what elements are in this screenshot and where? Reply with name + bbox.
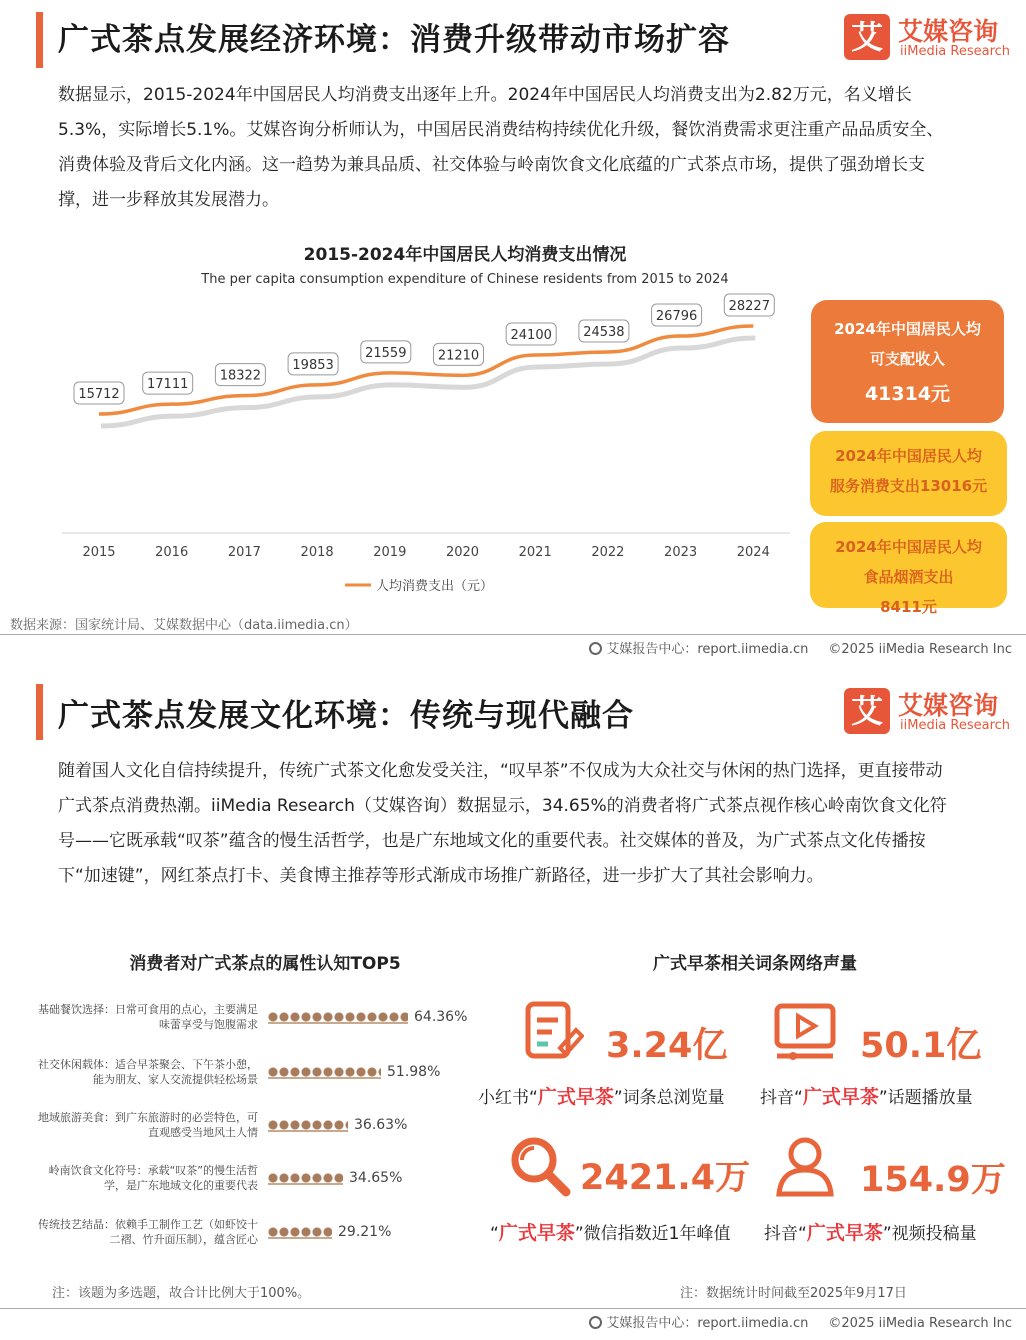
legend-label: 人均消费支出（元） [376, 579, 494, 594]
section-title: 广式茶点发展经济环境：消费升级带动市场扩容 [58, 22, 730, 58]
metric-caption-prefix: “ [490, 1224, 499, 1244]
bar-value-label: 51.98% [387, 1064, 441, 1080]
logo-chinese-name: 艾媒咨询 [898, 691, 999, 720]
x-tick-label: 2017 [227, 545, 261, 560]
bar-mark [268, 1008, 408, 1024]
data-source: 数据来源：国家统计局、艾媒数据中心（data.iimedia.cn） [10, 618, 358, 633]
metric-caption-prefix: 小红书“ [478, 1088, 538, 1108]
bar-value-label: 29.21% [338, 1224, 392, 1240]
x-tick-label: 2024 [736, 545, 770, 560]
side-box-line: 2024年中国居民人均 [835, 447, 982, 465]
metric-caption-highlight: 广式早茶 [537, 1086, 614, 1108]
bar-category-label: 基础餐饮选择：日常可食用的点心，主要满足味蕾享受与饱腹需求 [38, 1003, 258, 1031]
data-label [506, 323, 556, 345]
svg-text:28227: 28227 [728, 299, 770, 314]
metric-caption-highlight: 广式早茶 [806, 1222, 883, 1244]
svg-text:17111: 17111 [147, 377, 189, 393]
svg-text:26796: 26796 [655, 309, 698, 325]
metrics-title: 广式早茶相关词条网络声量 [653, 954, 857, 974]
consumption-line-chart [0, 290, 800, 610]
metric-value: 2421.4万 [580, 1158, 751, 1198]
side-box-line: 可支配收入 [869, 350, 945, 368]
page-footer [589, 638, 1012, 657]
footer-copyright: ©2025 iiMedia Research Inc [828, 642, 1012, 657]
footer-report-link[interactable]: 艾媒报告中心：report.iimedia.cn [606, 642, 809, 657]
x-tick-label: 2015 [82, 545, 116, 560]
data-label [434, 343, 484, 365]
metric-value: 154.9万 [860, 1160, 1006, 1200]
bar-mark [268, 1169, 343, 1185]
side-box-line: 食品烟酒支出 [863, 568, 954, 586]
culture-environment-section [0, 672, 1026, 1340]
svg-text:15712: 15712 [78, 387, 120, 402]
logo-english-name: iiMedia Research [900, 44, 1011, 59]
bar-category-label: 岭南饮食文化符号：承载“叹茶”的慢生活哲学，是广东地域文化的重要代表 [48, 1164, 258, 1192]
metric-caption-prefix: 抖音“ [764, 1224, 807, 1244]
svg-text:24100: 24100 [510, 328, 552, 344]
side-box-line: 41314元 [864, 383, 951, 405]
x-tick-label: 2020 [445, 545, 480, 560]
section-title: 广式茶点发展文化环境：传统与现代融合 [58, 698, 634, 734]
side-info-box [811, 300, 1004, 423]
bar-chart-title: 消费者对广式茶点的属性认知TOP5 [129, 954, 401, 974]
metric-caption [764, 1218, 977, 1245]
bar-value-label: 64.36% [414, 1009, 468, 1025]
x-tick-label: 2016 [155, 545, 189, 560]
title-accent-bar [36, 684, 43, 740]
economic-environment-section [0, 0, 1026, 660]
bar-category-label: 传统技艺结晶：依赖手工制作工艺（如虾饺十二褶、竹升面压制），蕴含匠心 [38, 1218, 258, 1246]
footer-copyright: ©2025 iiMedia Research Inc [828, 1316, 1012, 1331]
side-info-box [810, 522, 1007, 616]
logo-mark: 艾 [844, 688, 890, 734]
video-play-icon [773, 1000, 837, 1064]
data-label [361, 341, 411, 363]
metric-caption [760, 1082, 973, 1109]
data-label [579, 320, 629, 342]
metric-caption-suffix: ”微信指数近1年峰值 [574, 1224, 731, 1244]
svg-text:19853: 19853 [292, 357, 334, 373]
data-label [652, 304, 702, 326]
side-box-line: 2024年中国居民人均 [835, 538, 982, 556]
side-info-box [810, 431, 1007, 516]
bar-category-label: 社交休闲载体：适合早茶聚会、下午茶小憩，能为朋友、家人交流提供轻松场景 [38, 1058, 258, 1086]
footer-divider [0, 634, 1026, 635]
side-box-line: 服务消费支出13016元 [829, 477, 988, 495]
bar-value-label: 34.65% [349, 1170, 403, 1186]
metric-value: 3.24亿 [606, 1026, 728, 1066]
user-icon [773, 1134, 837, 1198]
title-accent-bar [36, 12, 43, 68]
x-tick-label: 2021 [518, 545, 552, 560]
section-paragraph: 随着国人文化自信持续提升，传统广式茶文化愈发受关注，“叹早茶”不仅成为大众社交与休闲的热门选择，更直接带动广式茶点消费热潮。iiMedia Research（艾媒咨询）数据显示，34.65%的消费者将广式茶点视作核心岭南饮食文化符号——它既承载“叹茶”蕴含的慢生活哲学，也是广东地域文化的重要代表。社交媒体的普及，为广式茶点文化传播按下“加速键”，网红茶点打卡、美食博主推荐等形式渐成市场推广新路径，进一步扩大了其社会影响力。 [58, 761, 947, 886]
globe-icon [589, 642, 602, 655]
footer-divider [0, 1308, 1026, 1309]
side-box-line: 2024年中国居民人均 [834, 320, 981, 338]
svg-text:24538: 24538 [583, 324, 625, 340]
logo-english-name: iiMedia Research [900, 718, 1011, 733]
metric-caption [490, 1218, 730, 1245]
logo-chinese-name: 艾媒咨询 [898, 17, 999, 46]
document-icon [520, 1000, 584, 1064]
bar-mark [268, 1116, 348, 1132]
iimedia-logo [844, 686, 1012, 740]
bar-mark [268, 1063, 381, 1079]
line-chart-subtitle: The per capita consumption expenditure of Chinese residents from 2015 to 2024 [201, 272, 729, 287]
svg-text:21210: 21210 [437, 348, 480, 364]
data-label [288, 353, 338, 375]
iimedia-logo [844, 12, 1012, 66]
bar-mark [268, 1223, 332, 1239]
x-tick-label: 2018 [300, 545, 334, 560]
data-label [74, 382, 124, 404]
logo-mark: 艾 [844, 14, 890, 60]
side-box-line: 8411元 [880, 598, 937, 616]
bar-category-label: 地域旅游美食：到广东旅游时的必尝特色，可直观感受当地风土人情 [38, 1111, 258, 1139]
line-chart-title: 2015-2024年中国居民人均消费支出情况 [303, 245, 627, 265]
svg-text:18322: 18322 [219, 368, 262, 384]
footer-report-link[interactable]: 艾媒报告中心：report.iimedia.cn [606, 1316, 809, 1331]
line-shadow [101, 338, 755, 426]
metric-caption-highlight: 广式早茶 [498, 1222, 575, 1244]
bar-chart-note: 注：该题为多选题，故合计比例大于100%。 [52, 1286, 311, 1301]
metric-caption-suffix: ”话题播放量 [878, 1088, 973, 1108]
data-label [724, 294, 774, 316]
x-tick-label: 2023 [664, 545, 698, 560]
bar-value-label: 36.63% [354, 1117, 408, 1133]
legend [345, 578, 493, 594]
metric-caption-prefix: 抖音“ [760, 1088, 803, 1108]
metric-caption-suffix: ”词条总浏览量 [613, 1088, 725, 1108]
metric-caption [478, 1082, 725, 1109]
series-line [99, 326, 753, 414]
metric-caption-suffix: ”视频投稿量 [882, 1224, 977, 1244]
metrics-note: 注：数据统计时间截至2025年9月17日 [680, 1286, 907, 1301]
section-paragraph: 数据显示，2015-2024年中国居民人均消费支出逐年上升。2024年中国居民人均消费支出为2.82万元，名义增长5.3%，实际增长5.1%。艾媒咨询分析师认为，中国居民消费结构持续优化升级，餐饮消费需求更注重产品品质安全、消费体验及背后文化内涵。这一趋势为兼具品质、社交体验与岭南饮食文化底蕴的广式茶点市场，提供了强劲增长支撑，进一步释放其发展潜力。 [58, 85, 944, 210]
page-footer [589, 1312, 1012, 1331]
svg-text:21559: 21559 [365, 345, 407, 361]
data-label [143, 372, 193, 394]
x-tick-label: 2019 [373, 545, 407, 560]
globe-icon [589, 1316, 602, 1329]
metric-value: 50.1亿 [860, 1026, 982, 1066]
search-icon [508, 1134, 572, 1198]
x-tick-label: 2022 [591, 545, 625, 560]
data-label [215, 364, 265, 386]
metric-caption-highlight: 广式早茶 [802, 1086, 879, 1108]
